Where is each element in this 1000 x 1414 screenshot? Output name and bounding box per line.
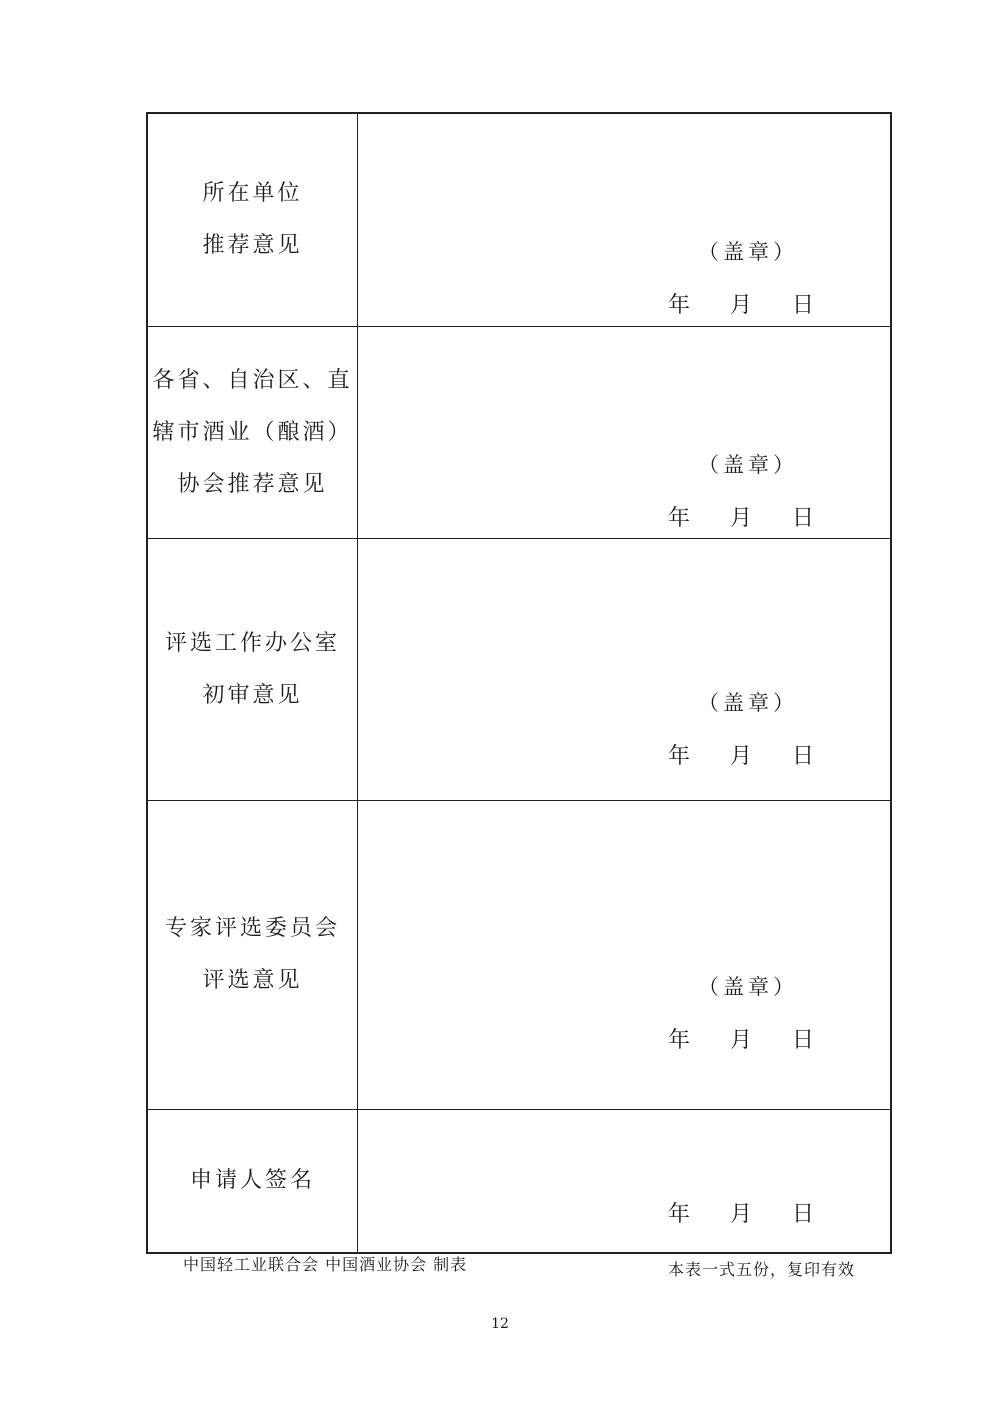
signature-entry-area[interactable] xyxy=(358,1110,890,1252)
year-label: 年 xyxy=(668,293,691,318)
day-label: 日 xyxy=(792,293,815,318)
row-label-cell xyxy=(148,801,358,1109)
form-row-association-recommendation xyxy=(148,327,890,539)
row-label-line: 辖市酒业（酿酒） xyxy=(152,419,353,445)
row-label-line: 申请人签名 xyxy=(189,1168,315,1193)
month-label: 月 xyxy=(730,1202,753,1227)
row-label-line: 评选工作办公室 xyxy=(164,630,340,656)
row-label-cell xyxy=(148,327,358,538)
day-label: 日 xyxy=(792,1202,815,1227)
row-label-cell xyxy=(148,1110,358,1252)
row-label-cell xyxy=(148,539,358,800)
seal-placeholder: （盖章） xyxy=(698,240,798,264)
form-row-applicant-signature xyxy=(148,1110,890,1252)
year-label: 年 xyxy=(668,1202,691,1227)
month-label: 月 xyxy=(730,1028,753,1053)
date-line xyxy=(668,501,814,532)
page-number: 12 xyxy=(491,1316,509,1332)
row-label-cell xyxy=(148,114,358,326)
form-row-office-preliminary-review xyxy=(148,539,890,801)
recommendation-form-table xyxy=(146,112,892,1254)
form-row-expert-committee-review xyxy=(148,801,890,1110)
day-label: 日 xyxy=(792,744,815,769)
row-label-line: 专家评选委员会 xyxy=(164,916,340,941)
seal-placeholder: （盖章） xyxy=(698,975,798,999)
month-label: 月 xyxy=(730,293,753,318)
opinion-entry-area[interactable] xyxy=(358,539,890,800)
date-line xyxy=(668,1023,814,1054)
copies-note: 本表一式五份，复印有效 xyxy=(668,1260,856,1279)
date-line xyxy=(668,739,814,770)
opinion-entry-area[interactable] xyxy=(358,801,890,1109)
year-label: 年 xyxy=(668,1028,691,1053)
row-label-line: 推荐意见 xyxy=(202,233,303,258)
opinion-entry-area[interactable] xyxy=(358,327,890,538)
opinion-entry-area[interactable] xyxy=(358,114,890,326)
day-label: 日 xyxy=(792,506,815,531)
date-line xyxy=(668,288,814,319)
row-label-line: 协会推荐意见 xyxy=(177,471,328,497)
row-label-line: 各省、自治区、直 xyxy=(152,367,353,393)
year-label: 年 xyxy=(668,506,691,531)
form-issuer-note: 中国轻工业联合会 中国酒业协会 制表 xyxy=(183,1255,468,1274)
form-row-unit-recommendation xyxy=(148,114,890,327)
row-label-line: 评选意见 xyxy=(202,968,303,993)
month-label: 月 xyxy=(730,744,753,769)
date-line xyxy=(668,1197,814,1228)
year-label: 年 xyxy=(668,744,691,769)
day-label: 日 xyxy=(792,1028,815,1053)
row-label-line: 所在单位 xyxy=(202,181,303,206)
seal-placeholder: （盖章） xyxy=(698,691,798,715)
seal-placeholder: （盖章） xyxy=(698,453,798,477)
row-label-line: 初审意见 xyxy=(202,682,303,708)
month-label: 月 xyxy=(730,506,753,531)
